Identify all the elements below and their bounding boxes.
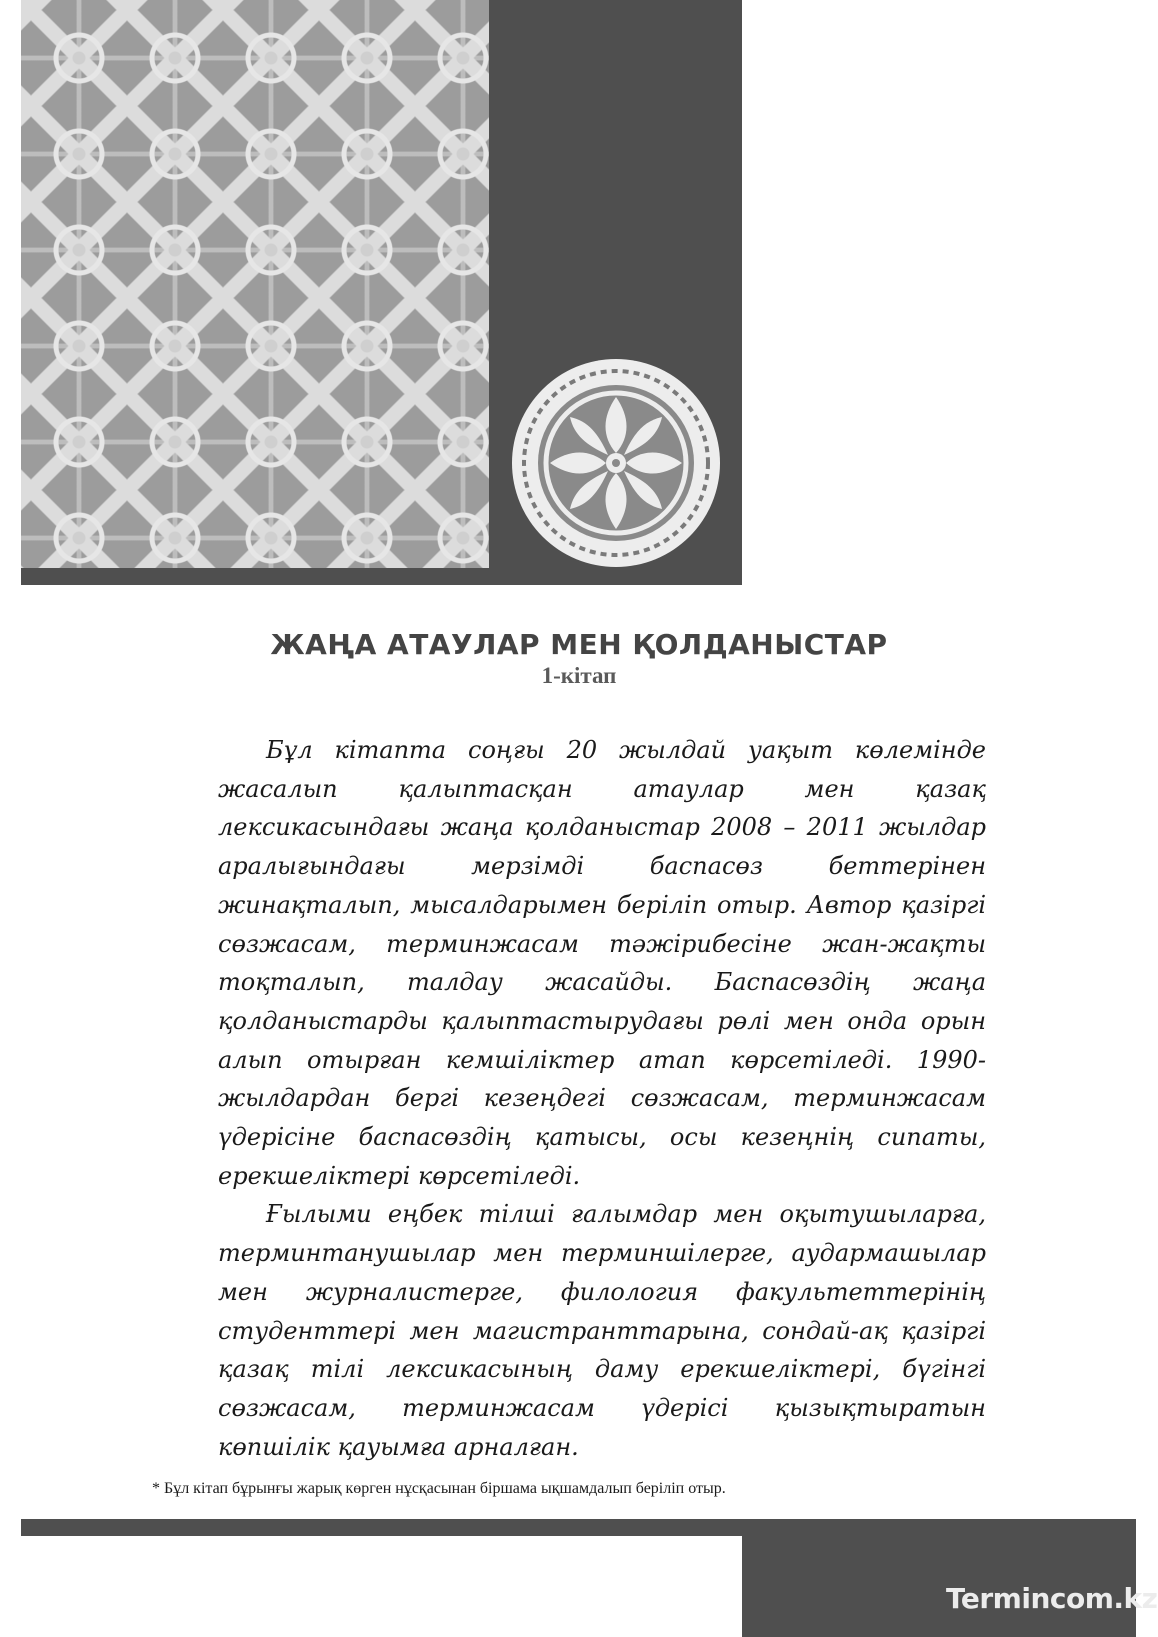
rosette-ornament <box>510 357 722 569</box>
book-title: ЖАҢА АТАУЛАР МЕН ҚОЛДАНЫСТАР <box>270 628 888 661</box>
annotation-text <box>218 731 986 1466</box>
footer-band <box>21 1519 1136 1536</box>
ornament-pattern-panel <box>21 0 489 568</box>
watermark-logo: Termincom.kz <box>946 1582 1158 1615</box>
title-block <box>0 628 1158 689</box>
book-subtitle: 1-кітап <box>541 663 617 688</box>
annotation-paragraph: Ғылыми еңбек тілші ғалымдар мен оқытушыларға, терминтанушылар мен терминшілерге, аудармашылар мен журналистерге, филология факультеттерінің студенттері мен магистранттарына, сондай-ақ қазіргі қазақ тілі лексикасының даму ерекшеліктері, бүгінгі сөзжасам, терминжасам үдерісі қызықтыратын көпшілік қауымға арналған. <box>218 1200 986 1461</box>
annotation-paragraph: Бұл кітапта соңғы 20 жылдай уақыт көлемінде жасалып қалыптасқан атаулар мен қазақ лексикасындағы жаңа қолданыстар 2008 – 2011 жылдар аралығындағы мерзімді баспасөз беттерінен жинақталып, мысалдарымен беріліп отыр. Автор қазіргі сөзжасам, терминжасам тәжірибесіне жан-жақты тоқталып, талдау жасайды. Баспасөздің жаңа қолданыстарды қалыптастырудағы рөлі мен онда орын алып отырған кемшіліктер атап көрсетіледі. 1990-жылдардан бергі кезеңдегі сөзжасам, терминжасам үдерісіне баспасөздің қатысы, осы кезеңнің сипаты, ерекшеліктері көрсетіледі. <box>218 736 986 1190</box>
footnote: * Бұл кітап бұрынғы жарық көрген нұсқасынан біршама ықшамдалып беріліп отыр. <box>152 1480 726 1497</box>
